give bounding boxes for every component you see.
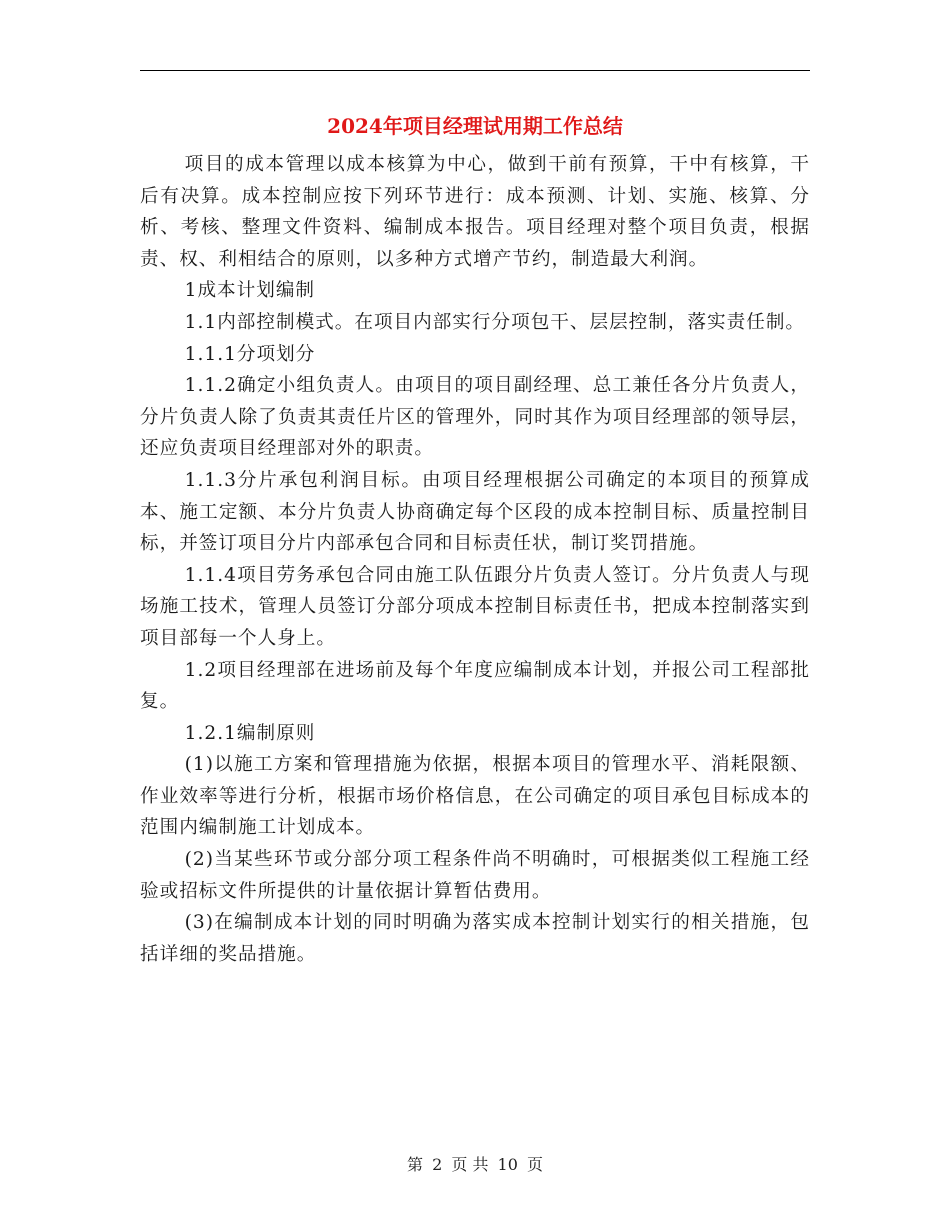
footer-middle: 页 共 [451, 1155, 489, 1174]
paragraph-1-1-3: 1.1.3分片承包利润目标。由项目经理根据公司确定的本项目的预算成本、施工定额、本分片负责人协商确定每个区段的成本控制目标、质量控制目标，并签订项目分片内部承包合同和目标责任状，制订奖罚措施。 [140, 469, 810, 555]
footer-page-number: 2 [432, 1155, 443, 1174]
header-rule [140, 70, 810, 71]
footer-prefix: 第 [406, 1155, 423, 1174]
footer-suffix: 页 [527, 1155, 544, 1174]
paragraph-intro: 项目的成本管理以成本核算为中心，做到干前有预算，干中有核算，干后有决算。成本控制应按下列环节进行：成本预测、计划、实施、核算、分析、考核、整理文件资料、编制成本报告。项目经理对整个项目负责，根据责、权、利相结合的原则，以多种方式增产节约，制造最大利润。 [140, 154, 810, 270]
heading-1: 1成本计划编制 [184, 280, 316, 302]
paragraph-1-1: 1.1内部控制模式。在项目内部实行分项包干、层层控制，落实责任制。 [184, 311, 806, 333]
list-item-2: (2)当某些环节或分部分项工程条件尚不明确时，可根据类似工程施工经验或招标文件所提供的计量依据计算暂估费用。 [140, 849, 810, 902]
paragraph-1-1-2: 1.1.2确定小组负责人。由项目的项目副经理、总工兼任各分片负责人，分片负责人除了负责其责任片区的管理外，同时其作为项目经理部的领导层，还应负责项目经理部对外的职责。 [140, 375, 810, 460]
heading-1-1-1: 1.1.1分项划分 [184, 343, 316, 365]
paragraph-1-1-4: 1.1.4项目劳务承包合同由施工队伍跟分片负责人签订。分片负责人与现场施工技术，管理人员签订分部分项成本控制目标责任书，把成本控制落实到项目部每一个人身上。 [140, 564, 810, 649]
paragraph-1-2: 1.2项目经理部在进场前及每个年度应编制成本计划，并报公司工程部批复。 [140, 659, 810, 713]
list-item-1: (1)以施工方案和管理措施为依据，根据本项目的管理水平、消耗限额、作业效率等进行分析，根据市场价格信息，在公司确定的项目承包目标成本的范围内编制施工计划成本。 [140, 754, 810, 839]
page-footer [0, 1153, 950, 1177]
document-body [140, 149, 810, 970]
heading-1-2-1: 1.2.1编制原则 [184, 722, 316, 744]
footer-total-pages: 10 [497, 1155, 518, 1174]
list-item-3: (3)在编制成本计划的同时明确为落实成本控制计划实行的相关措施，包括详细的奖品措施。 [140, 912, 810, 965]
document-title: 2024年项目经理试用期工作总结 [327, 114, 623, 138]
